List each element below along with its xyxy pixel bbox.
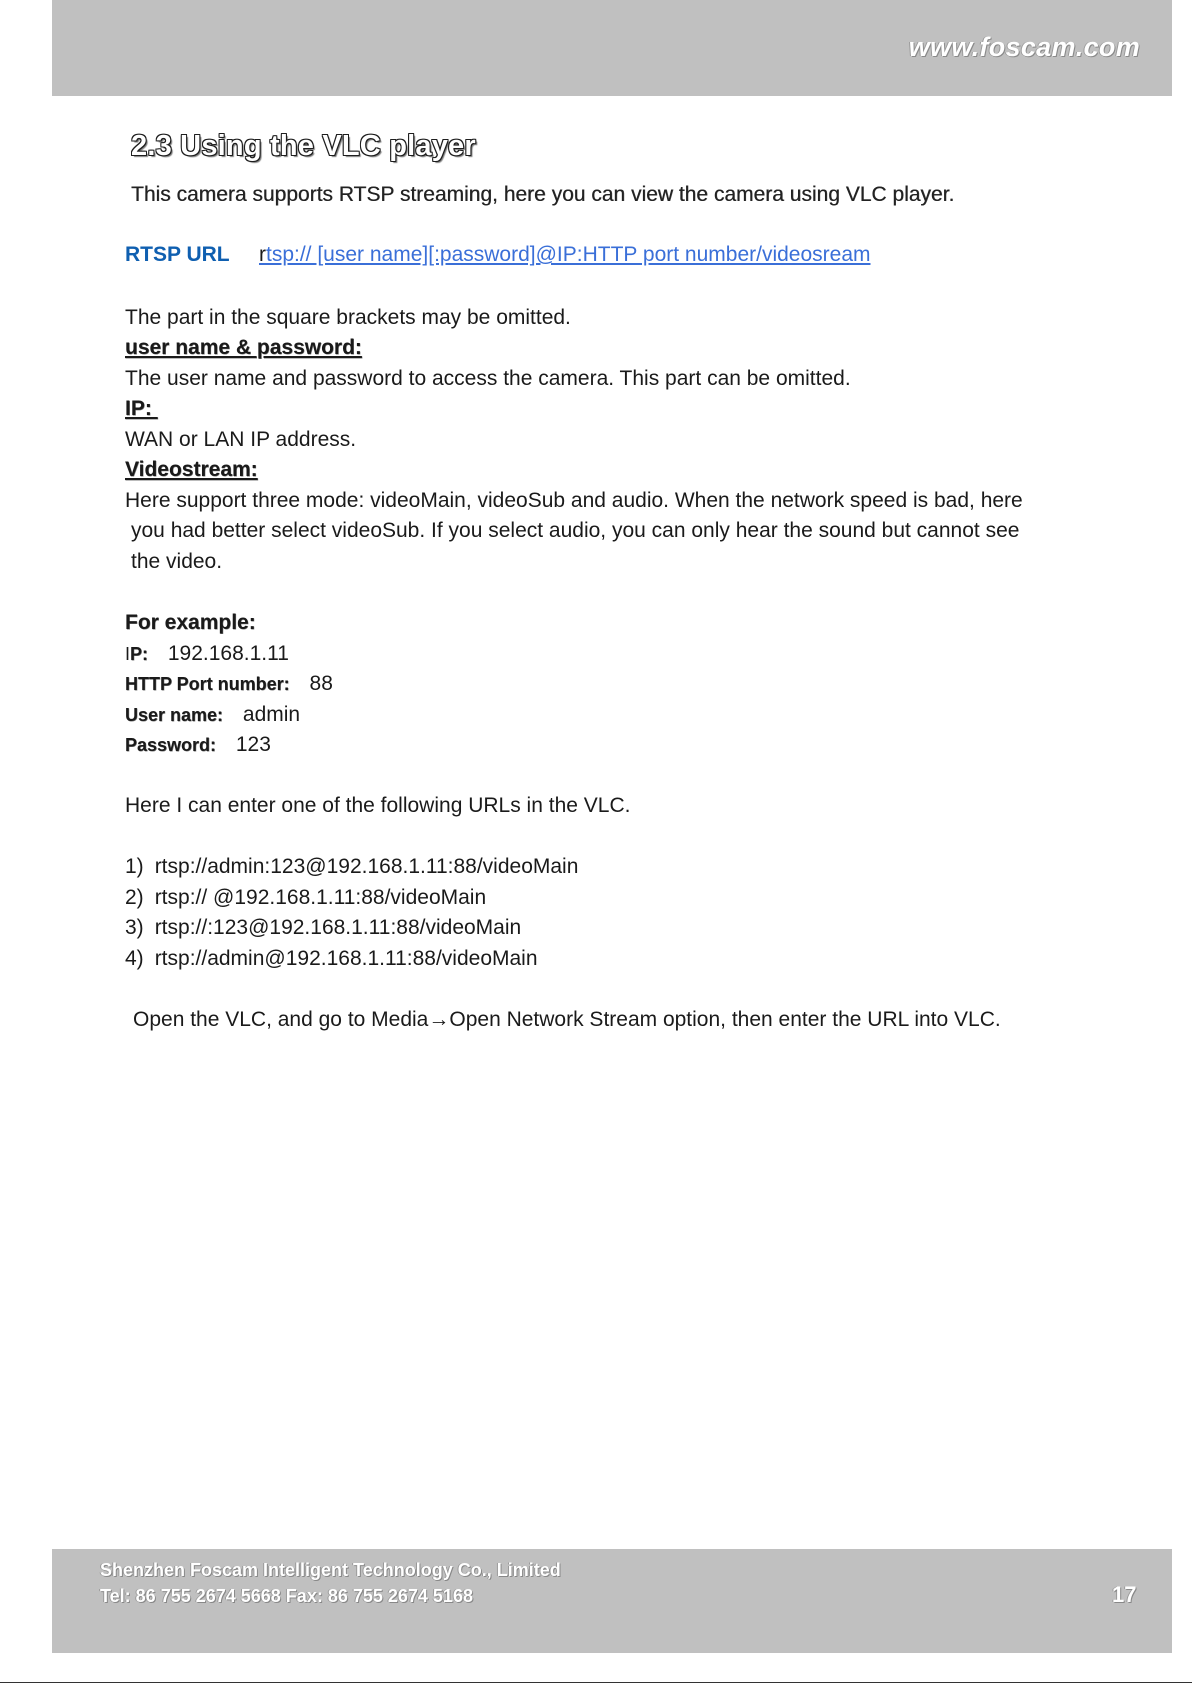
url-list-text: rtsp://admin@192.168.1.11:88/videoMain: [154, 947, 538, 970]
example-password-label: Password:: [125, 735, 217, 755]
videostream-heading: Videostream:: [125, 458, 258, 481]
example-ip-label: P:: [130, 644, 149, 664]
example-user-row: [125, 702, 300, 728]
example-ip-row: [125, 641, 289, 667]
url-list-item: [125, 854, 578, 880]
footer-company: Shenzhen Foscam Intelligent Technology Co., Limited: [100, 1560, 561, 1580]
example-ip-label-prefix: I: [125, 644, 131, 664]
url-list-item: [125, 915, 521, 941]
section-intro: This camera supports RTSP streaming, here you can view the camera using VLC player.: [131, 183, 955, 206]
url-list-number: 2): [125, 886, 144, 909]
user-password-heading: user name & password:: [125, 336, 362, 359]
example-user-value: admin: [242, 703, 301, 726]
example-user-label: User name:: [125, 705, 224, 725]
example-heading: For example:: [125, 611, 256, 634]
rtsp-url-label: RTSP URL: [125, 243, 230, 266]
url-list-item: [125, 885, 486, 911]
example-port-label: HTTP Port number:: [125, 674, 290, 694]
ip-text: WAN or LAN IP address.: [125, 428, 357, 451]
videostream-text-line-2: you had better select videoSub. If you select audio, you can only hear the sound but cannot see: [131, 519, 1020, 542]
url-list-number: 3): [125, 916, 144, 939]
header-band: [52, 0, 1172, 96]
brackets-note: The part in the square brackets may be omitted.: [125, 306, 571, 329]
bottom-divider: [0, 1682, 1192, 1683]
closing-text-after: Open Network Stream option, then enter the URL into VLC.: [449, 1008, 1001, 1031]
example-ip-value: 192.168.1.11: [167, 642, 289, 665]
example-port-value: 88: [309, 672, 333, 695]
example-urls-intro: Here I can enter one of the following URLs in the VLC.: [125, 794, 631, 817]
url-list-text: rtsp:// @192.168.1.11:88/videoMain: [154, 886, 487, 909]
section-title: 2.3 Using the VLC player: [131, 130, 476, 162]
footer-phone: Tel: 86 755 2674 5668 Fax: 86 755 2674 5168: [100, 1586, 473, 1606]
rtsp-url-rest: tsp:// [user name][:password]@IP:HTTP port number/videosream: [266, 243, 871, 266]
videostream-text-line-1: Here support three mode: videoMain, videoSub and audio. When the network speed is bad, here: [125, 489, 1023, 512]
example-password-value: 123: [235, 733, 271, 756]
rtsp-url-first-char: r: [259, 243, 266, 266]
url-list-number: 1): [125, 855, 144, 878]
rtsp-url-link[interactable]: [259, 242, 871, 268]
closing-text-before: Open the VLC, and go to Media: [133, 1008, 429, 1031]
url-list-item: [125, 946, 538, 972]
closing-instruction: [133, 1007, 1001, 1033]
example-port-row: [125, 671, 333, 697]
url-list-text: rtsp://admin:123@192.168.1.11:88/videoMain: [154, 855, 579, 878]
site-url: www.foscam.com: [908, 32, 1140, 62]
page-number: 17: [1112, 1582, 1137, 1607]
videostream-text-line-3: the video.: [131, 550, 223, 573]
user-password-text: The user name and password to access the camera. This part can be omitted.: [125, 367, 851, 390]
url-list-number: 4): [125, 947, 144, 970]
ip-heading: IP:: [125, 397, 158, 420]
arrow-right-icon: →: [428, 1008, 450, 1031]
url-list-text: rtsp://:123@192.168.1.11:88/videoMain: [154, 916, 522, 939]
example-password-row: [125, 732, 271, 758]
